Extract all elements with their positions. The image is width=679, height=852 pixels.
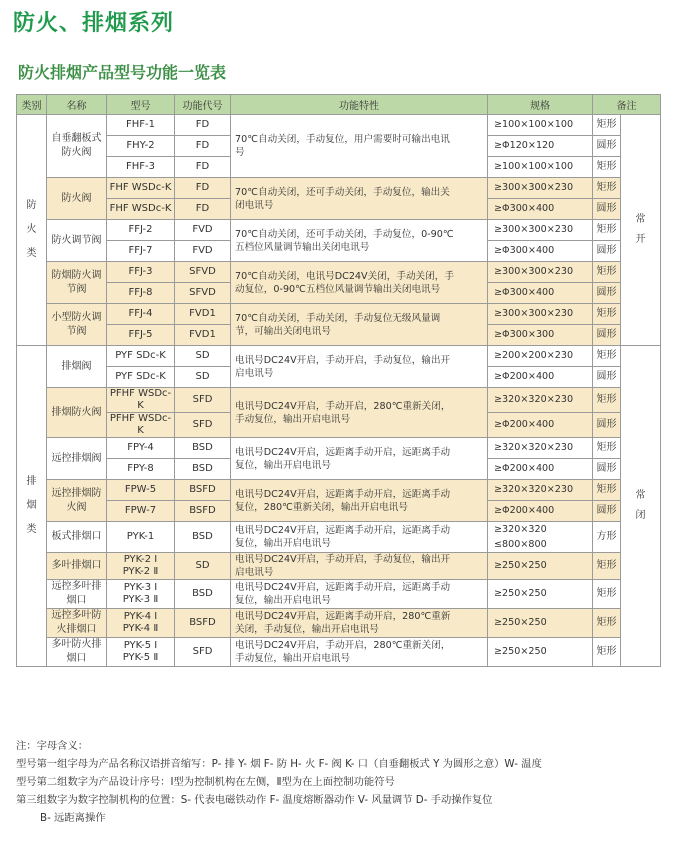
- code-cell: FD: [175, 136, 231, 157]
- table-header: [17, 95, 661, 115]
- shape-cell: 圆形: [593, 325, 621, 346]
- shape-cell: 圆形: [593, 501, 621, 522]
- spec-cell: ≥Φ200×400: [488, 501, 593, 522]
- model-cell: PFHF WSDc-K: [107, 388, 175, 413]
- spec-cell: ≥Φ120×120: [488, 136, 593, 157]
- feature-cell: 70℃自动关闭，还可手动关闭，手动复位，0-90℃ 五档位风量调节输出关闭电讯号: [231, 220, 488, 262]
- model-cell: PYF SDc-K: [107, 346, 175, 367]
- shape-cell: 圆形: [593, 136, 621, 157]
- spec-cell: ≥320×320×230: [488, 438, 593, 459]
- model-cell: FHY-2: [107, 136, 175, 157]
- name-cell: 排烟防火阀: [47, 388, 107, 438]
- name-cell: 远控多叶排 烟口: [47, 580, 107, 609]
- code-cell: SFD: [175, 388, 231, 413]
- shape-cell: 圆形: [593, 199, 621, 220]
- remark-cell: 常 闭: [621, 346, 661, 667]
- header-category: 类别: [17, 95, 47, 115]
- model-cell: FHF-1: [107, 115, 175, 136]
- code-cell: SD: [175, 553, 231, 580]
- code-cell: BSD: [175, 438, 231, 459]
- feature-cell: 电讯号DC24V开启，远距离手动开启，远距离手动 复位，输出开启电讯号: [231, 522, 488, 553]
- table-row: [17, 115, 661, 136]
- model-cell: FHF WSDc-K: [107, 178, 175, 199]
- spec-cell: ≥320×320 ≤800×800: [488, 522, 593, 553]
- code-cell: BSD: [175, 580, 231, 609]
- feature-cell: 电讯号DC24V开启，手动开启，手动复位，输出开 启电讯号: [231, 553, 488, 580]
- name-cell: 自垂翻板式 防火阀: [47, 115, 107, 178]
- feature-cell: 70℃自动关闭，电讯号DC24V关闭，手动关闭，手 动复位，0-90℃五档位风量调节输出关闭电讯号: [231, 262, 488, 304]
- model-cell: FPY-4: [107, 438, 175, 459]
- spec-cell: ≥Φ200×400: [488, 413, 593, 438]
- table-row: [17, 480, 661, 501]
- shape-cell: 矩形: [593, 388, 621, 413]
- shape-cell: 圆形: [593, 283, 621, 304]
- table-title: 防火排烟产品型号功能一览表: [18, 63, 227, 82]
- header-model: 型号: [107, 95, 175, 115]
- spec-cell: ≥300×300×230: [488, 178, 593, 199]
- model-cell: FHF WSDc-K: [107, 199, 175, 220]
- legend-notes: [16, 737, 542, 827]
- spec-cell: ≥100×100×100: [488, 157, 593, 178]
- model-cell: FFJ-3: [107, 262, 175, 283]
- name-cell: 防火阀: [47, 178, 107, 220]
- model-cell: FFJ-5: [107, 325, 175, 346]
- spec-cell: ≥300×300×230: [488, 262, 593, 283]
- shape-cell: 矩形: [593, 438, 621, 459]
- spec-cell: ≥Φ300×400: [488, 199, 593, 220]
- code-cell: FD: [175, 115, 231, 136]
- header-name: 名称: [47, 95, 107, 115]
- product-table: [16, 94, 661, 667]
- code-cell: BSFD: [175, 609, 231, 638]
- code-cell: FD: [175, 157, 231, 178]
- model-cell: PYK-2 Ⅰ PYK-2 Ⅱ: [107, 553, 175, 580]
- shape-cell: 圆形: [593, 241, 621, 262]
- feature-cell: 70℃自动关闭，手动关闭，手动复位无级风量调 节，可输出关闭电讯号: [231, 304, 488, 346]
- model-cell: FPW-7: [107, 501, 175, 522]
- model-cell: FFJ-4: [107, 304, 175, 325]
- shape-cell: 矩形: [593, 480, 621, 501]
- code-cell: SFVD: [175, 283, 231, 304]
- remark-cell: 常 开: [621, 115, 661, 346]
- code-cell: SFD: [175, 413, 231, 438]
- table-row: [17, 346, 661, 367]
- feature-cell: 电讯号DC24V开启，远距离手动开启，远距离手动 复位，280℃重新关闭，输出开启电讯号: [231, 480, 488, 522]
- category-cell: 防 火 类: [17, 115, 47, 346]
- feature-cell: 70℃自动关闭，手动复位，用户需要时可输出电讯 号: [231, 115, 488, 178]
- code-cell: FD: [175, 178, 231, 199]
- shape-cell: 方形: [593, 522, 621, 553]
- name-cell: 小型防火调 节阀: [47, 304, 107, 346]
- name-cell: 多叶排烟口: [47, 553, 107, 580]
- code-cell: SD: [175, 367, 231, 388]
- category-cell: 排 烟 类: [17, 346, 47, 667]
- feature-cell: 70℃自动关闭，还可手动关闭，手动复位，输出关 闭电讯号: [231, 178, 488, 220]
- code-cell: BSD: [175, 459, 231, 480]
- spec-cell: ≥250×250: [488, 553, 593, 580]
- feature-cell: 电讯号DC24V开启，远距离手动开启，280℃重新 关闭，手动复位，输出开启电讯号: [231, 609, 488, 638]
- table-row: [17, 262, 661, 283]
- note-line: 型号第一组字母为产品名称汉语拼音缩写：P- 排 Y- 烟 F- 防 H- 火 F- 阀 K- 口（自垂翻板式 Y 为圆形之意）W- 温度: [16, 758, 542, 770]
- name-cell: 远控排烟防 火阀: [47, 480, 107, 522]
- feature-cell: 电讯号DC24V开启，手动开启，280℃重新关闭， 手动复位，输出开启电讯号: [231, 638, 488, 667]
- code-cell: SD: [175, 346, 231, 367]
- header-features: 功能特性: [231, 95, 488, 115]
- code-cell: SFD: [175, 638, 231, 667]
- shape-cell: 矩形: [593, 178, 621, 199]
- name-cell: 排烟阀: [47, 346, 107, 388]
- header-code: 功能代号: [175, 95, 231, 115]
- model-cell: PYK-4 Ⅰ PYK-4 Ⅱ: [107, 609, 175, 638]
- feature-cell: 电讯号DC24V开启，手动开启，280℃重新关闭， 手动复位，输出开启电讯号: [231, 388, 488, 438]
- note-line: 注：字母含义：: [16, 740, 89, 752]
- shape-cell: 矩形: [593, 553, 621, 580]
- spec-cell: ≥Φ300×400: [488, 241, 593, 262]
- model-cell: PFHF WSDc-K: [107, 413, 175, 438]
- table-row: [17, 388, 661, 413]
- code-cell: FD: [175, 199, 231, 220]
- shape-cell: 圆形: [593, 367, 621, 388]
- name-cell: 防火调节阀: [47, 220, 107, 262]
- model-cell: PYK-3 Ⅰ PYK-3 Ⅱ: [107, 580, 175, 609]
- model-cell: FFJ-2: [107, 220, 175, 241]
- model-cell: FHF-3: [107, 157, 175, 178]
- table-row: [17, 304, 661, 325]
- shape-cell: 矩形: [593, 157, 621, 178]
- feature-cell: 电讯号DC24V开启，手动开启，手动复位，输出开 启电讯号: [231, 346, 488, 388]
- spec-cell: ≥100×100×100: [488, 115, 593, 136]
- table-row: [17, 178, 661, 199]
- shape-cell: 矩形: [593, 262, 621, 283]
- shape-cell: 矩形: [593, 220, 621, 241]
- spec-cell: ≥Φ300×400: [488, 283, 593, 304]
- shape-cell: 矩形: [593, 115, 621, 136]
- model-cell: FFJ-7: [107, 241, 175, 262]
- code-cell: FVD: [175, 220, 231, 241]
- spec-cell: ≥Φ300×300: [488, 325, 593, 346]
- code-cell: FVD1: [175, 325, 231, 346]
- code-cell: BSD: [175, 522, 231, 553]
- shape-cell: 矩形: [593, 609, 621, 638]
- shape-cell: 矩形: [593, 638, 621, 667]
- note-line: 第三组数字为数字控制机构的位置：S- 代表电磁铁动作 F- 温度熔断器动作 V- 风量调节 D- 手动操作复位: [16, 794, 493, 806]
- model-cell: FPY-8: [107, 459, 175, 480]
- spec-cell: ≥300×300×230: [488, 304, 593, 325]
- spec-cell: ≥320×320×230: [488, 480, 593, 501]
- header-spec: 规格: [488, 95, 593, 115]
- name-cell: 多叶防火排 烟口: [47, 638, 107, 667]
- table-row: [17, 220, 661, 241]
- spec-cell: ≥320×320×230: [488, 388, 593, 413]
- spec-cell: ≥Φ200×400: [488, 367, 593, 388]
- shape-cell: 矩形: [593, 304, 621, 325]
- name-cell: 防烟防火调 节阀: [47, 262, 107, 304]
- table-row: [17, 438, 661, 459]
- code-cell: BSFD: [175, 480, 231, 501]
- name-cell: 远控多叶防 火排烟口: [47, 609, 107, 638]
- spec-cell: ≥Φ200×400: [488, 459, 593, 480]
- model-cell: FPW-5: [107, 480, 175, 501]
- spec-cell: ≥250×250: [488, 638, 593, 667]
- spec-cell: ≥250×250: [488, 580, 593, 609]
- feature-cell: 电讯号DC24V开启，远距离手动开启，远距离手动 复位，输出开启电讯号: [231, 438, 488, 480]
- model-cell: PYK-5 Ⅰ PYK-5 Ⅱ: [107, 638, 175, 667]
- model-cell: PYK-1: [107, 522, 175, 553]
- name-cell: 板式排烟口: [47, 522, 107, 553]
- shape-cell: 矩形: [593, 580, 621, 609]
- shape-cell: 圆形: [593, 459, 621, 480]
- note-line: B- 远距离操作: [40, 812, 106, 824]
- page-title: 防火、排烟系列: [13, 11, 175, 36]
- spec-cell: ≥250×250: [488, 609, 593, 638]
- code-cell: FVD: [175, 241, 231, 262]
- model-cell: PYF SDc-K: [107, 367, 175, 388]
- code-cell: BSFD: [175, 501, 231, 522]
- shape-cell: 矩形: [593, 346, 621, 367]
- feature-cell: 电讯号DC24V开启，远距离手动开启，远距离手动 复位，输出开启电讯号: [231, 580, 488, 609]
- name-cell: 远控排烟阀: [47, 438, 107, 480]
- note-line: 型号第二组数字为产品设计序号：Ⅰ型为控制机构在左侧，Ⅱ型为在上面控制功能符号: [16, 776, 395, 788]
- code-cell: FVD1: [175, 304, 231, 325]
- spec-cell: ≥200×200×230: [488, 346, 593, 367]
- code-cell: SFVD: [175, 262, 231, 283]
- header-remark: 备注: [593, 95, 661, 115]
- model-cell: FFJ-8: [107, 283, 175, 304]
- shape-cell: 圆形: [593, 413, 621, 438]
- spec-cell: ≥300×300×230: [488, 220, 593, 241]
